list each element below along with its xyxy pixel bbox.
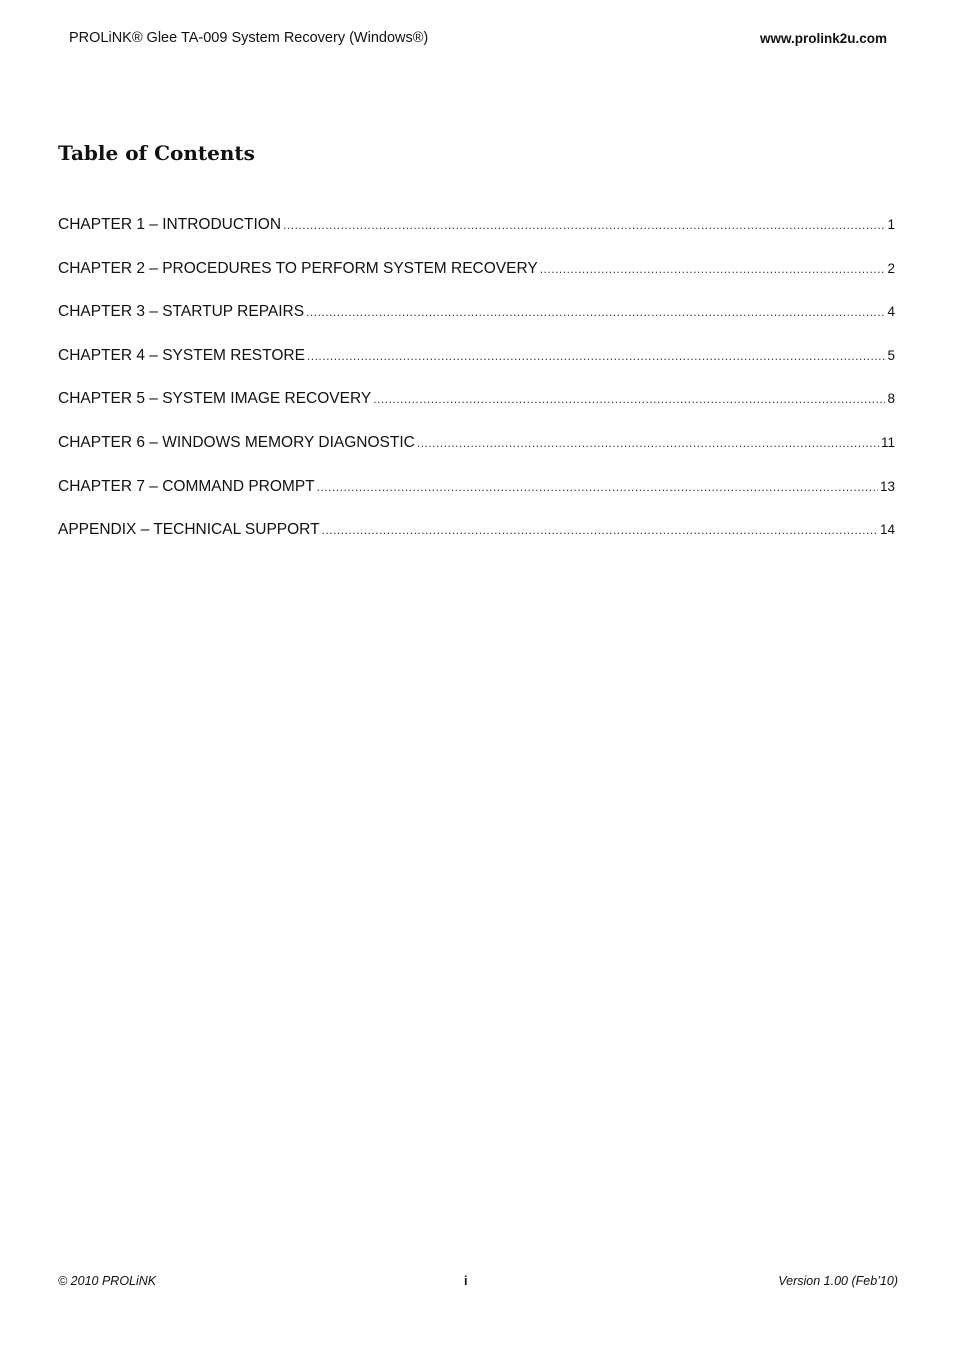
footer-page-number: i [464,1274,468,1288]
toc-entry-label: CHAPTER 3 – STARTUP REPAIRS [58,303,305,321]
toc-entry-page: 5 [887,347,895,363]
toc-entry-label: APPENDIX – TECHNICAL SUPPORT [58,521,320,539]
toc-entry-page: 13 [879,478,895,494]
toc-entry-page: 8 [887,391,895,407]
toc-dot-leader [322,523,878,537]
toc-entry-chapter-5[interactable] [58,390,895,434]
toc-entry-appendix[interactable] [58,521,895,565]
toc-dot-leader [540,262,886,276]
toc-entry-chapter-6[interactable] [58,434,895,478]
table-of-contents [58,216,895,565]
header-website-link[interactable]: www.prolink2u.com [759,31,887,46]
footer-copyright: © 2010 PROLiNK [58,1274,157,1288]
toc-entry-page: 14 [879,522,895,538]
toc-entry-chapter-1[interactable] [58,216,895,260]
footer-version: Version 1.00 (Feb’10) [778,1274,898,1288]
toc-dot-leader [373,392,885,406]
toc-entry-page: 1 [887,217,895,232]
toc-entry-label: CHAPTER 1 – INTRODUCTION [58,216,282,233]
toc-entry-label: CHAPTER 4 – SYSTEM RESTORE [58,346,305,364]
toc-entry-label: CHAPTER 2 – PROCEDURES TO PERFORM SYSTEM RECOVERY [58,259,538,277]
toc-heading: Table of Contents [58,141,255,165]
toc-entry-page: 4 [887,304,895,320]
toc-entry-chapter-2[interactable] [58,260,895,304]
toc-entry-label: CHAPTER 6 – WINDOWS MEMORY DIAGNOSTIC [58,433,415,451]
toc-dot-leader [307,349,886,363]
toc-dot-leader [283,218,885,232]
toc-entry-page: 2 [887,260,895,276]
toc-entry-label: CHAPTER 7 – COMMAND PROMPT [58,477,315,495]
toc-entry-chapter-7[interactable] [58,478,895,522]
toc-dot-leader [317,480,878,494]
toc-entry-chapter-4[interactable] [58,347,895,391]
toc-entry-chapter-3[interactable] [58,303,895,347]
toc-dot-leader [417,436,879,450]
toc-dot-leader [306,305,885,319]
toc-entry-label: CHAPTER 5 – SYSTEM IMAGE RECOVERY [58,390,372,408]
toc-entry-page: 11 [880,434,895,450]
document-header-title: PROLiNK® Glee TA-009 System Recovery (Windows®) [69,30,429,46]
